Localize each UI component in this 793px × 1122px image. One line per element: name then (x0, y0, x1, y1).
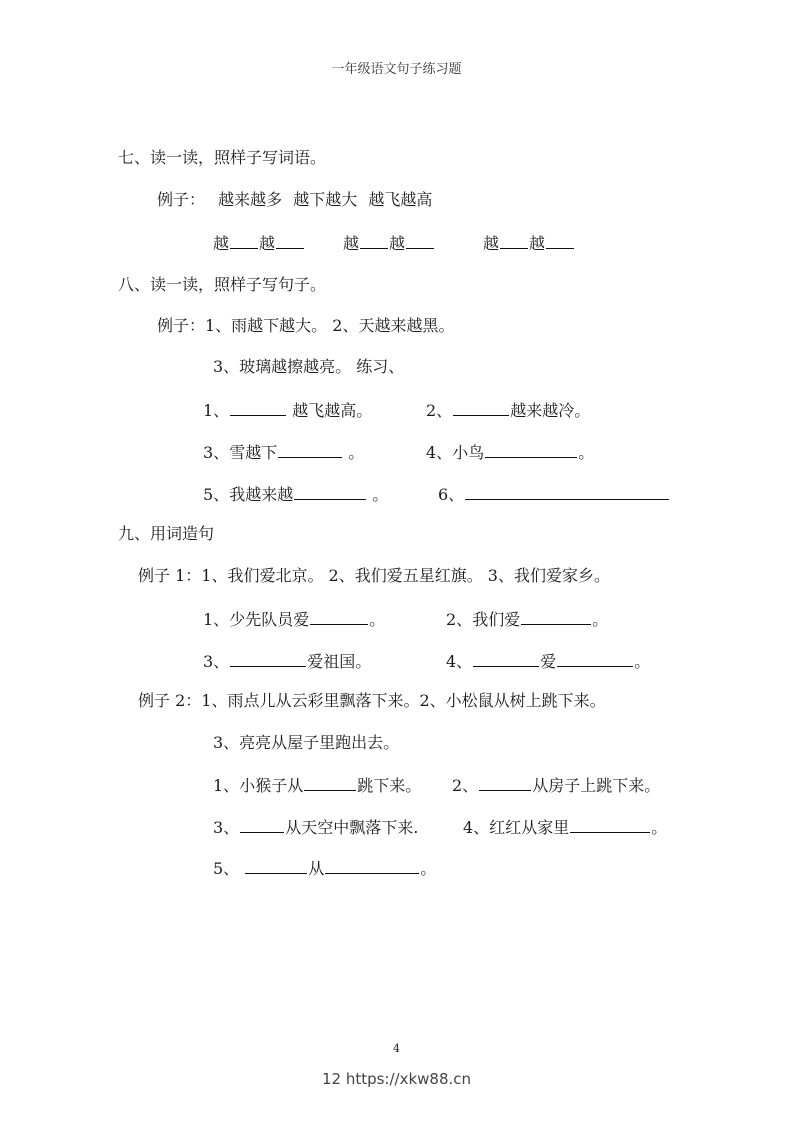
answer-blank[interactable] (310, 608, 368, 625)
answer-blank[interactable] (500, 232, 528, 249)
answer-blank[interactable] (406, 232, 434, 249)
exercise-9-2-4: 4、红红从家里 。 (463, 818, 668, 837)
example-word: 越下越大 (293, 190, 358, 209)
section-8-example-line-2: 3、玻璃越擦越亮。 练习、 (213, 357, 405, 376)
section-7-title: 七、读一读，照样子写词语。 (118, 148, 327, 167)
page-header-title: 一年级语文句子练习题 (331, 62, 462, 77)
answer-blank[interactable] (304, 774, 356, 791)
answer-blank[interactable] (521, 608, 591, 625)
answer-blank[interactable] (245, 857, 307, 874)
answer-blank[interactable] (465, 483, 669, 500)
exercise-9-1-4: 4、 爱 。 (446, 652, 651, 671)
footer-url[interactable]: 12 https://xkw88.cn (321, 1070, 472, 1088)
exercise-8-1: 1、 越飞越高。 (203, 401, 373, 420)
answer-blank[interactable] (546, 232, 574, 249)
section-9-title: 九、用词造句 (118, 524, 215, 543)
answer-blank[interactable] (453, 399, 509, 416)
section-8-example-line-1: 例子：1、雨越下越大。 2、天越来越黑。 (157, 316, 455, 335)
answer-blank[interactable] (557, 650, 633, 667)
exercise-9-2-2: 2、 从房子上跳下来。 (452, 776, 661, 795)
section-7-pattern-3: 越 越 (483, 232, 575, 254)
answer-blank[interactable] (276, 232, 304, 249)
example-word: 越飞越高 (368, 190, 433, 209)
section-7-examples (157, 190, 432, 210)
answer-blank[interactable] (570, 816, 650, 833)
exercise-9-2-5: 5、 从 。 (213, 859, 437, 878)
example-label: 例子： (157, 190, 206, 209)
section-8-title: 八、读一读，照样子写句子。 (118, 275, 327, 294)
answer-blank[interactable] (230, 650, 306, 667)
section-9-example-2-line-2: 3、亮亮从屋子里跑出去。 (213, 733, 400, 752)
exercise-8-2: 2、 越来越冷。 (426, 401, 591, 420)
exercise-8-5: 5、我越来越 。 (203, 485, 389, 504)
example-word: 越来越多 (218, 190, 283, 209)
exercise-9-1-3: 3、 爱祖国。 (203, 652, 372, 671)
exercise-9-2-3: 3、 从天空中飘落下来. (213, 818, 419, 837)
exercise-8-4: 4、小鸟 。 (426, 443, 595, 462)
answer-blank[interactable] (360, 232, 388, 249)
section-9-example-2-line-1: 例子 2：1、雨点儿从云彩里飘落下来。2、小松鼠从树上跳下来。 (138, 691, 606, 710)
exercise-9-1-1: 1、少先队员爱 。 (203, 610, 386, 629)
answer-blank[interactable] (479, 774, 531, 791)
answer-blank[interactable] (325, 857, 419, 874)
section-9-example-1: 例子 1：1、我们爱北京。 2、我们爱五星红旗。 3、我们爱家乡。 (138, 566, 610, 585)
exercise-9-2-1: 1、小猴子从 跳下来。 (213, 776, 422, 795)
answer-blank[interactable] (230, 399, 286, 416)
answer-blank[interactable] (240, 816, 284, 833)
answer-blank[interactable] (485, 441, 577, 458)
section-7-pattern-2: 越 越 (343, 232, 435, 254)
page-number: 4 (393, 1042, 400, 1055)
answer-blank[interactable] (294, 483, 366, 500)
section-7-pattern-1: 越 越 (213, 232, 305, 254)
exercise-9-1-2: 2、我们爱 。 (446, 610, 609, 629)
exercise-8-3: 3、雪越下 。 (203, 443, 365, 462)
answer-blank[interactable] (278, 441, 342, 458)
answer-blank[interactable] (473, 650, 539, 667)
exercise-8-6: 6、 (438, 483, 670, 505)
answer-blank[interactable] (230, 232, 258, 249)
